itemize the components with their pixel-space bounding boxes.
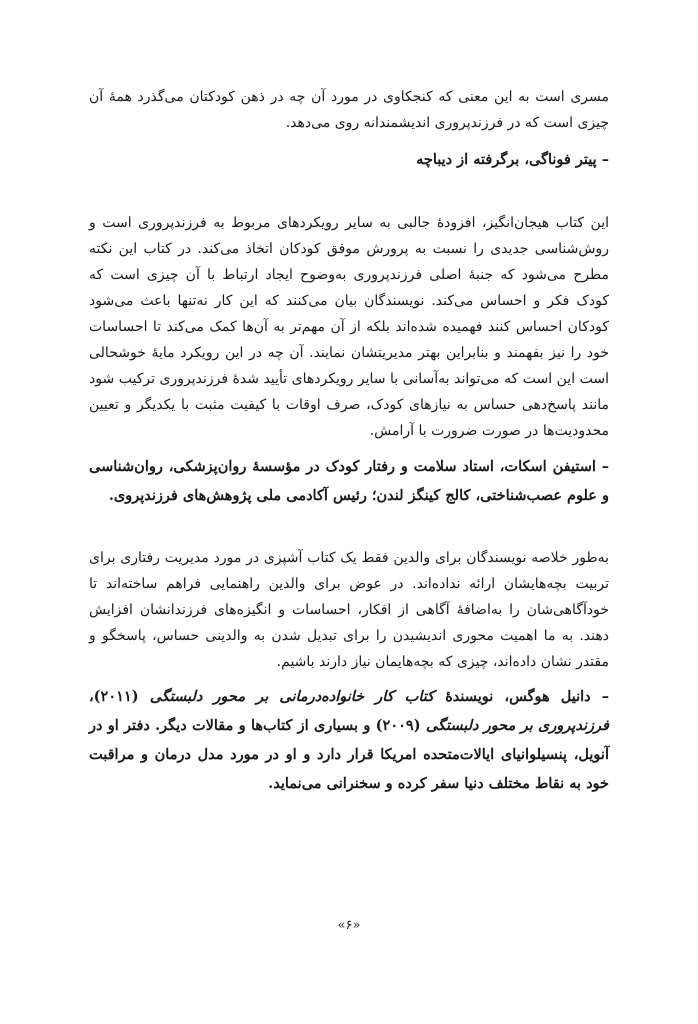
attribution-stephen-scott: – استیفن اسکات، استاد سلامت و رفتار کودک در مؤسسهٔ روان‌پزشکی، روان‌شناسی و علوم عصب‌شناختی، کالج کینگز لندن؛ رئیس آکادمی ملی پژوهش‌های فرزندپروی. <box>89 458 609 504</box>
attribution-text-1: – دانیل هوگس، نویسندهٔ <box>434 688 609 705</box>
review-paragraph: این کتاب هیجان‌انگیز، افزودهٔ جالبی به سایر رویکردهای مربوط به فرزندپروری است و روش‌شناسی جدیدی را نسبت به پرورش موفق کودکان اتخاذ می‌کند. در کتاب این نکته مطرح می‌شود که جنبهٔ اصلی فرزندپروری به‌وضوح ایجاد ارتباط با آن چیزی است که کودک فکر و احساس می‌کند. نویسندگان بیان می‌کنند که این کار نه‌تنها باعث می‌شود کودکان احساس کنند فهمیده شده‌اند بلکه از آن مهم‌تر به آن‌ها کمک می‌کند تا احساسات خود را نیز بفهمند و بنابراین بهتر مدیریتشان نمایند. آن چه در این رویکرد مایهٔ خوشحالی است این است که می‌تواند به‌آسانی با سایر رویکردهای تأیید شدهٔ فرزندپروری ترکیب شود مانند پاسخ‌دهی حساس به نیازهای کودک، صرف اوقات با کیفیت مثبت با یکدیگر و تعیین محدودیت‌ها در صورت ضرورت با آرامش. <box>89 215 609 439</box>
book-title-parenting: فرزندپروری بر محور دلبستگی <box>425 717 609 734</box>
intro-paragraph: مسری است به این معنی که کنجکاوی در مورد آن چه در ذهن کودکتان می‌گذرد همهٔ آن چیزی است که در فرزندپروری اندیشمندانه روی می‌دهد. <box>89 89 609 131</box>
summary-paragraph: به‌طور خلاصه نویسندگان برای والدین فقط یک کتاب آشپزی در مورد مدیریت رفتاری برای تربیت بچه‌هایشان ارائه نداده‌اند. در عوض برای والدین راهنمایی فراهم ساخته‌اند تا خودآگاهی‌شان را به‌اضافهٔ آگاهی از افکار، احساسات و انگیزه‌های فرزندانشان افزایش دهند. به ما اهمیت محوری اندیشیدن را برای تبدیل شدن به والدینی حساس، پاسخگو و مقتدر نشان داده‌اند، چیزی که بچه‌هایمان نیاز دارند باشیم. <box>89 550 609 670</box>
attribution-text-3: (۲۰۰۹) و بسیاری از کتاب‌ها و مقالات دیگر. دفتر او در آنویل، پنسیلوانیای ایالات‌متحده امریکا قرار دارد و او در مورد مدل درمان و مراقبت خود به نقاط مختلف دنیا سفر کرده و سخنرانی می‌نماید. <box>89 717 609 792</box>
book-title-workbook: کتاب کار خانواده‌درمانی بر محور دلبستگی <box>149 688 435 705</box>
attribution-text-2: (۲۰۱۱)، <box>89 688 150 705</box>
attribution-peter-fonagy: – پیتر فوناگی، برگرفته از دیباچه <box>416 151 609 168</box>
page-number: «۶» <box>337 918 361 933</box>
attribution-daniel-hughes <box>89 682 609 798</box>
